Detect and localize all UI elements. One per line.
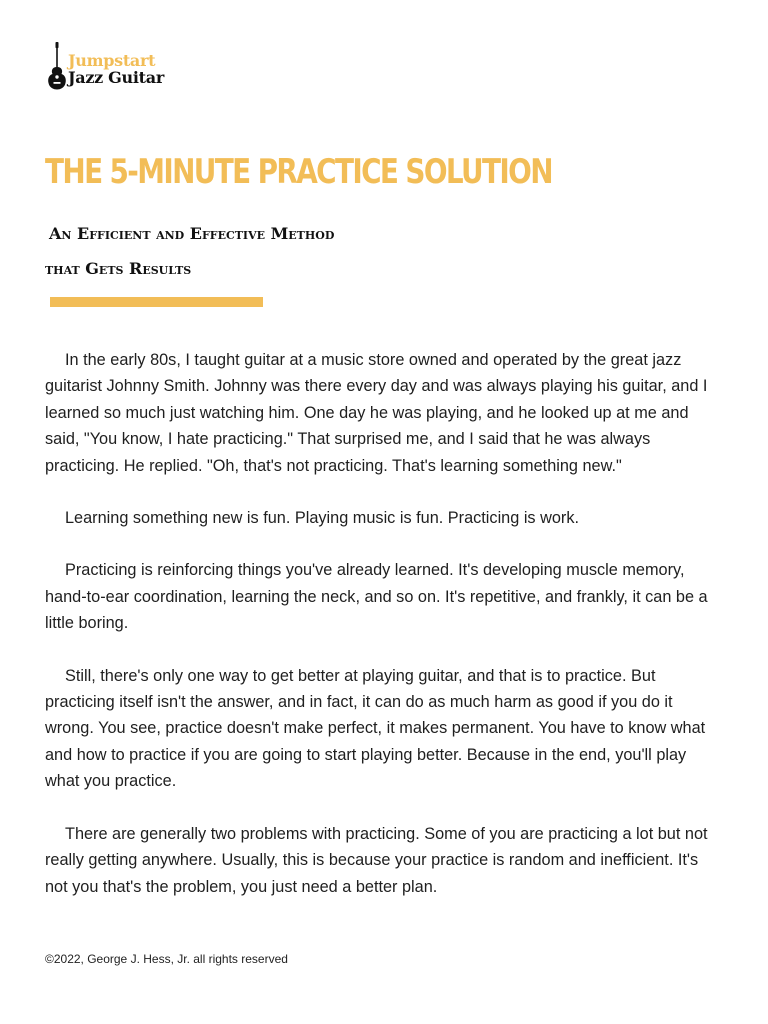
- page-title: THE 5-MINUTE PRACTICE SOLUTION: [45, 152, 552, 192]
- logo-line-1: Jumpstart: [68, 51, 156, 70]
- paragraph: Practicing is reinforcing things you've already learned. It's developing muscle memory, hand-to-ear coordination, learning the neck, and so on. It's repetitive, and frankly, it can be a little boring.: [45, 561, 708, 633]
- subtitle-line-1: An Efficient and Effective Method: [49, 224, 335, 243]
- page-subtitle: [45, 216, 334, 286]
- logo-text: [68, 46, 164, 86]
- logo: [46, 42, 164, 90]
- paragraph: Learning something new is fun. Playing music is fun. Practicing is work.: [65, 509, 579, 528]
- accent-divider: [50, 297, 263, 307]
- subtitle-line-2: that Gets Results: [45, 259, 192, 278]
- paragraph: In the early 80s, I taught guitar at a music store owned and operated by the great jazz guitarist Johnny Smith. Johnny was there every day and was always playing his guitar, and I learned so much just watching him. One day he was playing, and he looked up at me and said, "You know, I hate practicing." That surprised me, and I said that he was always practicing. He replied. "Oh, that's not practicing. That's learning something new.": [45, 351, 708, 475]
- paragraph: Still, there's only one way to get better at playing guitar, and that is to practice. But practicing itself isn't the answer, and in fact, it can do as much harm as good if you do it wrong. You see, practice doesn't make perfect, it makes permanent. You have to know what and how to practice if you are going to start playing better. Because in the end, you'll play what you practice.: [45, 666, 706, 791]
- body-text: [45, 347, 725, 926]
- copyright-footer: ©2022, George J. Hess, Jr. all rights reserved: [45, 952, 288, 966]
- guitar-icon: [46, 42, 68, 90]
- paragraph: There are generally two problems with practicing. Some of you are practicing a lot but not really getting anywhere. Usually, this is because your practice is random and inefficient. It's not you that's the problem, you just need a better plan.: [45, 824, 708, 896]
- logo-line-2: Jazz Guitar: [68, 68, 164, 87]
